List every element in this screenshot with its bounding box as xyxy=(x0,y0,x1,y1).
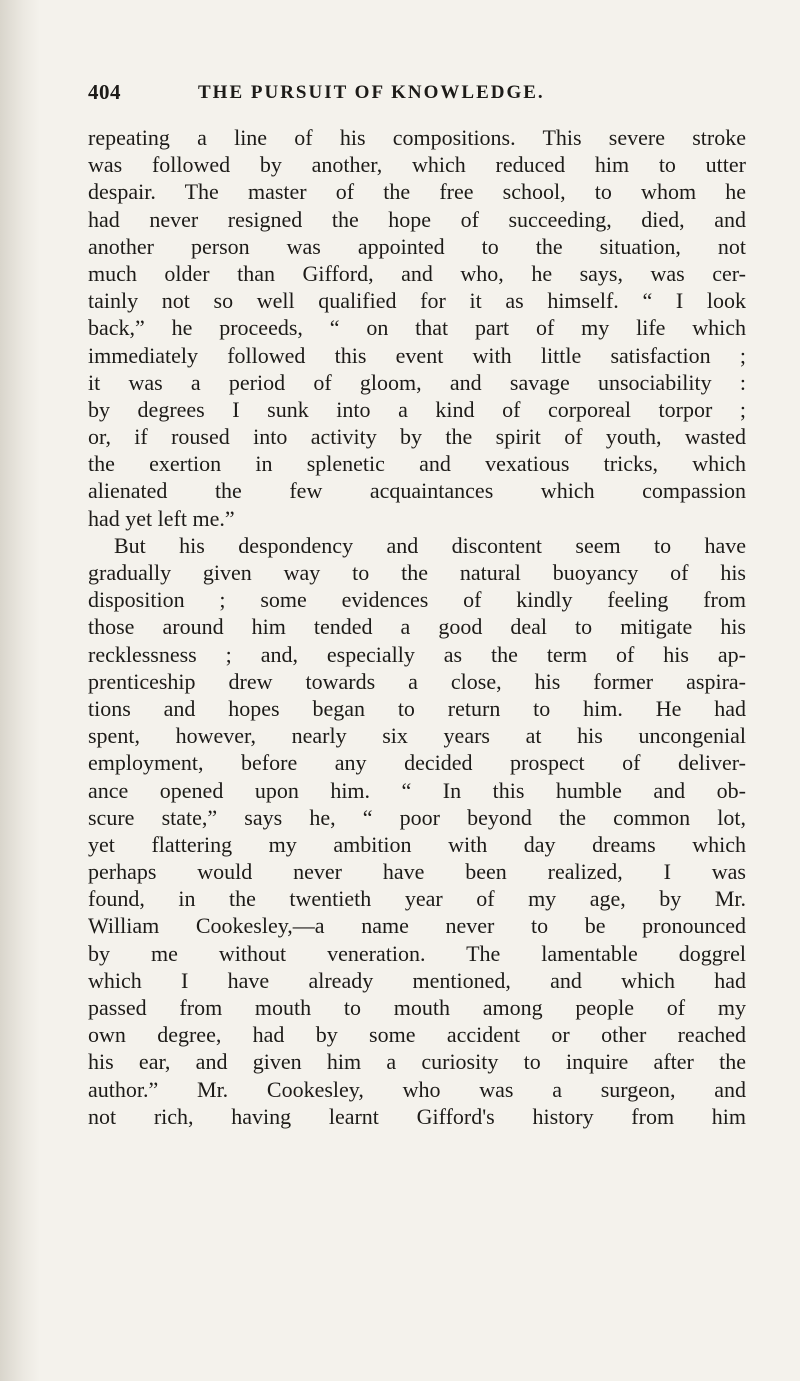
text-line: scure state,” says he, “ poor beyond the common lot, xyxy=(88,804,746,830)
running-head: THE PURSUIT OF KNOWLEDGE. xyxy=(198,82,545,103)
text-line: another person was appointed to the situation, not xyxy=(88,233,746,259)
text-line: alienated the few acquaintances which compassion xyxy=(88,478,746,504)
text-line: But his despondency and discontent seem to have xyxy=(114,532,746,558)
text-line: had yet left me.” xyxy=(88,505,235,531)
text-line: was followed by another, which reduced him to utter xyxy=(88,152,746,178)
text-line: recklessness ; and, especially as the term of his ap- xyxy=(88,641,746,667)
text-line: tions and hopes began to return to him. He had xyxy=(88,695,746,721)
text-line: gradually given way to the natural buoyancy of his xyxy=(88,560,746,585)
text-line: his ear, and given him a curiosity to inquire after the xyxy=(88,1049,746,1075)
text-line: employment, before any decided prospect of deliver- xyxy=(88,750,746,776)
text-line: back,” he proceeds, “ on that part of my life which xyxy=(88,315,746,341)
text-line: had never resigned the hope of succeeding, died, and xyxy=(88,206,746,232)
text-line: it was a period of gloom, and savage unsociability : xyxy=(88,369,746,395)
text-line: own degree, had by some accident or other reached xyxy=(88,1022,746,1048)
text-line: the exertion in splenetic and vexatious tricks, which xyxy=(88,451,746,477)
text-line: author.” Mr. Cookesley, who was a surgeon, and xyxy=(88,1076,746,1102)
text-line: tainly not so well qualified for it as himself. “ I look xyxy=(88,288,746,314)
text-line: passed from mouth to mouth among people of my xyxy=(88,995,746,1020)
text-line: yet flattering my ambition with day dreams which xyxy=(88,831,746,857)
text-line: spent, however, nearly six years at his uncongenial xyxy=(88,723,746,749)
text-line: which I have already mentioned, and which had xyxy=(88,967,746,993)
text-line: found, in the twentieth year of my age, by Mr. xyxy=(88,886,746,912)
text-line: repeating a line of his compositions. This severe stroke xyxy=(88,125,746,150)
page-header xyxy=(88,80,746,116)
text-line: perhaps would never have been realized, I was xyxy=(88,859,746,885)
text-line: much older than Gifford, and who, he says, was cer- xyxy=(88,260,746,286)
text-line: ance opened upon him. “ In this humble and ob- xyxy=(88,777,746,803)
page-edge-shadow xyxy=(0,0,40,1381)
page-number: 404 xyxy=(88,80,121,104)
text-line: immediately followed this event with little satisfaction ; xyxy=(88,342,746,368)
text-line: or, if roused into activity by the spirit of youth, wasted xyxy=(88,424,746,450)
text-line: prenticeship drew towards a close, his former aspira- xyxy=(88,668,746,694)
text-line: by degrees I sunk into a kind of corporeal torpor ; xyxy=(88,396,746,422)
text-line: not rich, having learnt Gifford's history from him xyxy=(88,1103,746,1129)
text-line: those around him tended a good deal to mitigate his xyxy=(88,614,746,640)
text-line: William Cookesley,—a name never to be pronounced xyxy=(88,913,746,939)
text-line: disposition ; some evidences of kindly feeling from xyxy=(88,587,746,613)
text-line: despair. The master of the free school, to whom he xyxy=(88,179,746,205)
text-line: by me without veneration. The lamentable doggrel xyxy=(88,940,746,966)
body-text xyxy=(88,124,746,1130)
